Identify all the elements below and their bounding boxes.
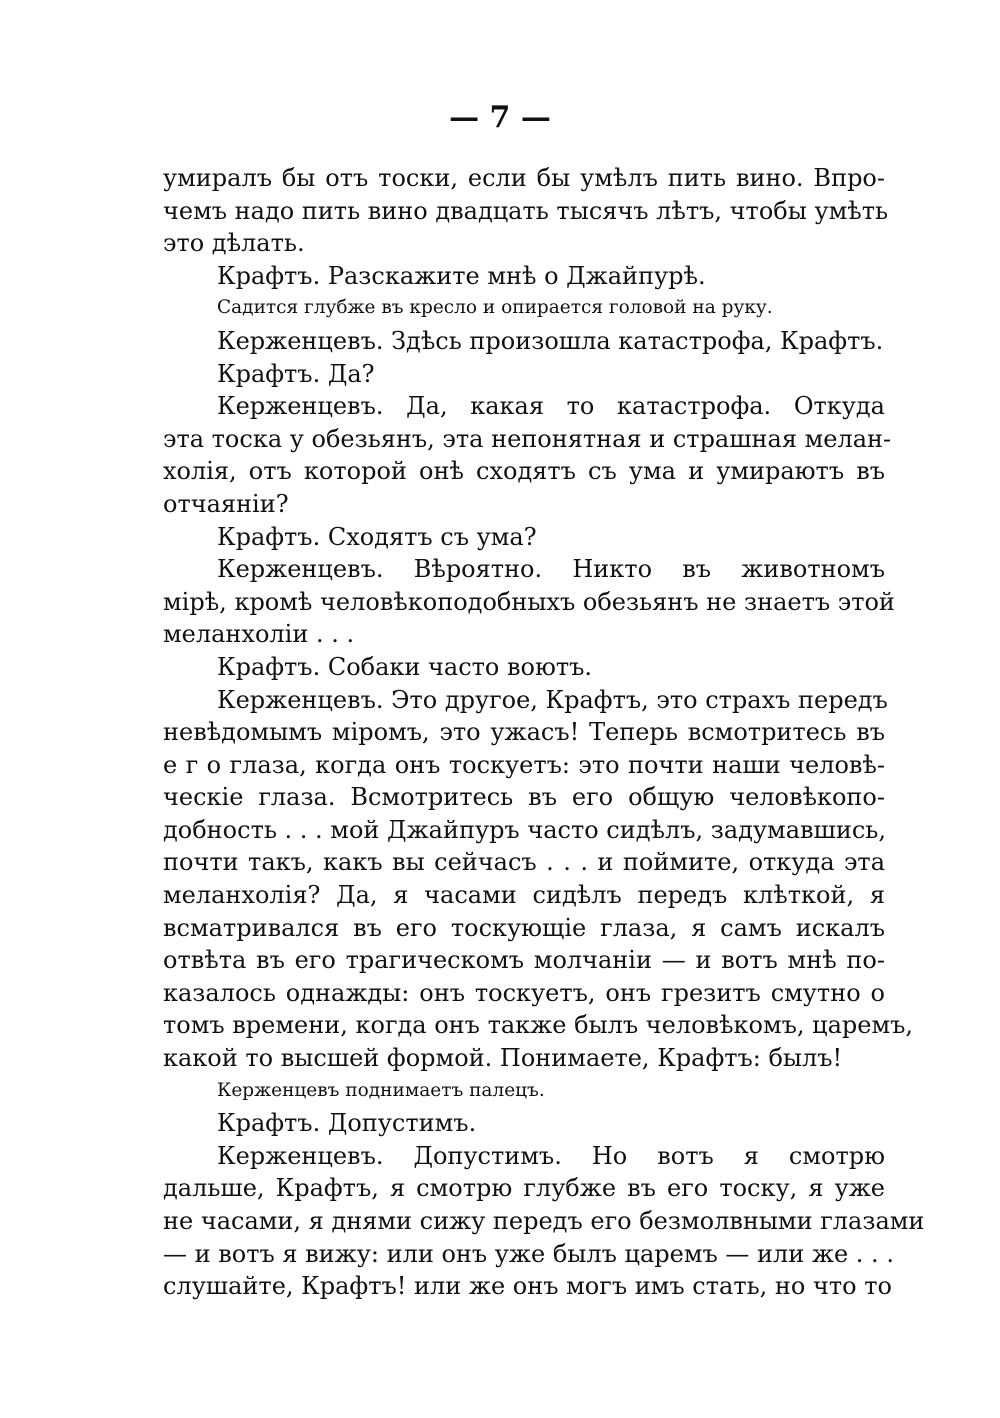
page-number: — 7 — bbox=[449, 100, 551, 135]
stage-direction: Садится глубже въ кресло и опирается головой на руку. bbox=[217, 297, 773, 319]
text-line: казалось однажды: онъ тоскуетъ, онъ грезитъ смутно о bbox=[163, 978, 885, 1007]
text-line: е г о глаза, когда онъ тоскуетъ: это почти наши человѣ- bbox=[163, 750, 885, 779]
dialogue-line: Керженцевъ. Да, какая то катастрофа. Откуда bbox=[217, 392, 885, 421]
dialogue-line: Крафтъ. Сходятъ съ ума? bbox=[217, 522, 537, 551]
text-line: чемъ надо пить вино двадцать тысячъ лѣтъ, чтобы умѣть bbox=[163, 196, 889, 225]
dialogue-line: Крафтъ. Допустимъ. bbox=[217, 1109, 477, 1138]
text-line: дальше, Крафтъ, я смотрю глубже въ его тоску, я уже bbox=[163, 1174, 885, 1203]
stage-direction: Керженцевъ поднимаетъ палецъ. bbox=[217, 1079, 545, 1101]
page-body bbox=[163, 162, 925, 1303]
text-line: какой то высшей формой. Понимаете, Крафтъ: былъ! bbox=[163, 1044, 843, 1073]
text-line: меланхоліи . . . bbox=[163, 620, 355, 649]
dialogue-line: Керженцевъ. Вѣроятно. Никто въ животномъ bbox=[217, 555, 885, 584]
text-line: умиралъ бы отъ тоски, если бы умѣлъ пить вино. Впро- bbox=[163, 164, 885, 192]
text-line: это дѣлать. bbox=[163, 229, 305, 258]
text-line: невѣдомымъ міромъ, это ужасъ! Теперь всмотритесь въ bbox=[163, 718, 885, 747]
text-line: почти такъ, какъ вы сейчасъ . . . и поймите, откуда эта bbox=[163, 848, 885, 877]
text-line: эта тоска у обезьянъ, эта непонятная и страшная мелан- bbox=[163, 424, 892, 453]
text-line: мірѣ, кромѣ человѣкоподобныхъ обезьянъ не знаетъ этой bbox=[163, 587, 895, 616]
text-line: всматривался въ его тоскующіе глаза, я самъ искалъ bbox=[163, 913, 885, 942]
text-line: меланхолія? Да, я часами сидѣлъ передъ клѣткой, я bbox=[163, 881, 885, 910]
text-line: ческіе глаза. Всмотритесь въ его общую человѣкопо- bbox=[163, 783, 885, 812]
text-line: слушайте, Крафтъ! или же онъ могъ имъ стать, но что то bbox=[163, 1272, 892, 1301]
dialogue-line: Керженцевъ. Это другое, Крафтъ, это страхъ передъ bbox=[217, 685, 888, 714]
text-line: отчаяніи? bbox=[163, 489, 289, 518]
text-line: томъ времени, когда онъ также былъ человѣкомъ, царемъ, bbox=[163, 1011, 914, 1040]
text-line: — и вотъ я вижу: или онъ уже былъ царемъ — или же . . . bbox=[163, 1239, 894, 1268]
text-line: добность . . . мой Джайпуръ часто сидѣлъ, задумавшись, bbox=[163, 815, 886, 844]
dialogue-line: Крафтъ. Разскажите мнѣ о Джайпурѣ. bbox=[217, 261, 706, 290]
text-line: отвѣта въ его трагическомъ молчаніи — и вотъ мнѣ по- bbox=[163, 946, 885, 975]
dialogue-line: Керженцевъ. Здѣсь произошла катастрофа, Крафтъ. bbox=[217, 326, 884, 355]
dialogue-line: Крафтъ. Собаки часто воютъ. bbox=[217, 652, 593, 681]
dialogue-line: Крафтъ. Да? bbox=[217, 359, 375, 388]
text-line: холія, отъ которой онѣ сходятъ съ ума и умираютъ въ bbox=[163, 457, 885, 486]
text-line: не часами, я днями сижу передъ его безмолвными глазами bbox=[163, 1207, 925, 1235]
dialogue-line: Керженцевъ. Допустимъ. Но вотъ я смотрю bbox=[217, 1141, 885, 1170]
